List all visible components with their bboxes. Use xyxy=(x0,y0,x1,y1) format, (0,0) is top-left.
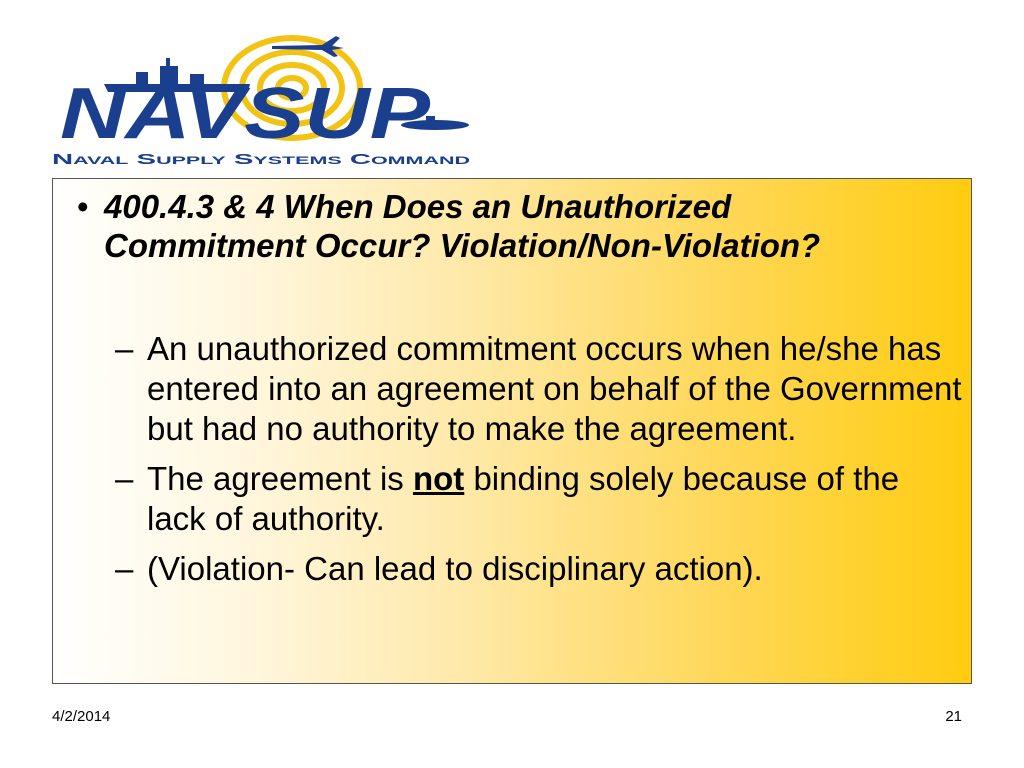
navsup-tagline: Naval Supply Systems Command xyxy=(52,151,471,168)
dash-marker: – xyxy=(115,550,134,587)
main-bullet xyxy=(77,187,931,265)
sub-bullet-text-after: binding solely because of the lack of authority. xyxy=(147,460,900,537)
slide-content-box xyxy=(52,178,972,684)
sub-bullet-text: (Violation- Can lead to disciplinary action). xyxy=(147,550,763,587)
page-number: 21 xyxy=(945,708,962,725)
sub-bullet-text: An unauthorized commitment occurs when he/she has entered into an agreement on behalf of the Government but had no authority to make the agreement. xyxy=(147,330,962,447)
navsup-logo xyxy=(40,28,480,168)
emphasis-not: not xyxy=(412,460,465,497)
sub-bullet-item xyxy=(115,549,963,589)
sub-bullet-text xyxy=(147,459,963,539)
sub-bullet-text-before: The agreement is xyxy=(147,460,413,497)
navsup-wordmark: NAVSUP xyxy=(60,74,432,154)
sub-bullet-item xyxy=(115,329,963,449)
dash-marker: – xyxy=(115,460,134,497)
sub-bullet-list xyxy=(115,329,963,599)
bullet-marker: • xyxy=(77,188,89,225)
sub-bullet-item xyxy=(115,459,963,539)
dash-marker: – xyxy=(115,330,134,367)
footer-date: 4/2/2014 xyxy=(52,708,111,725)
slide-heading: 400.4.3 & 4 When Does an Unauthorized Commitment Occur? Violation/Non-Violation? xyxy=(104,188,821,264)
